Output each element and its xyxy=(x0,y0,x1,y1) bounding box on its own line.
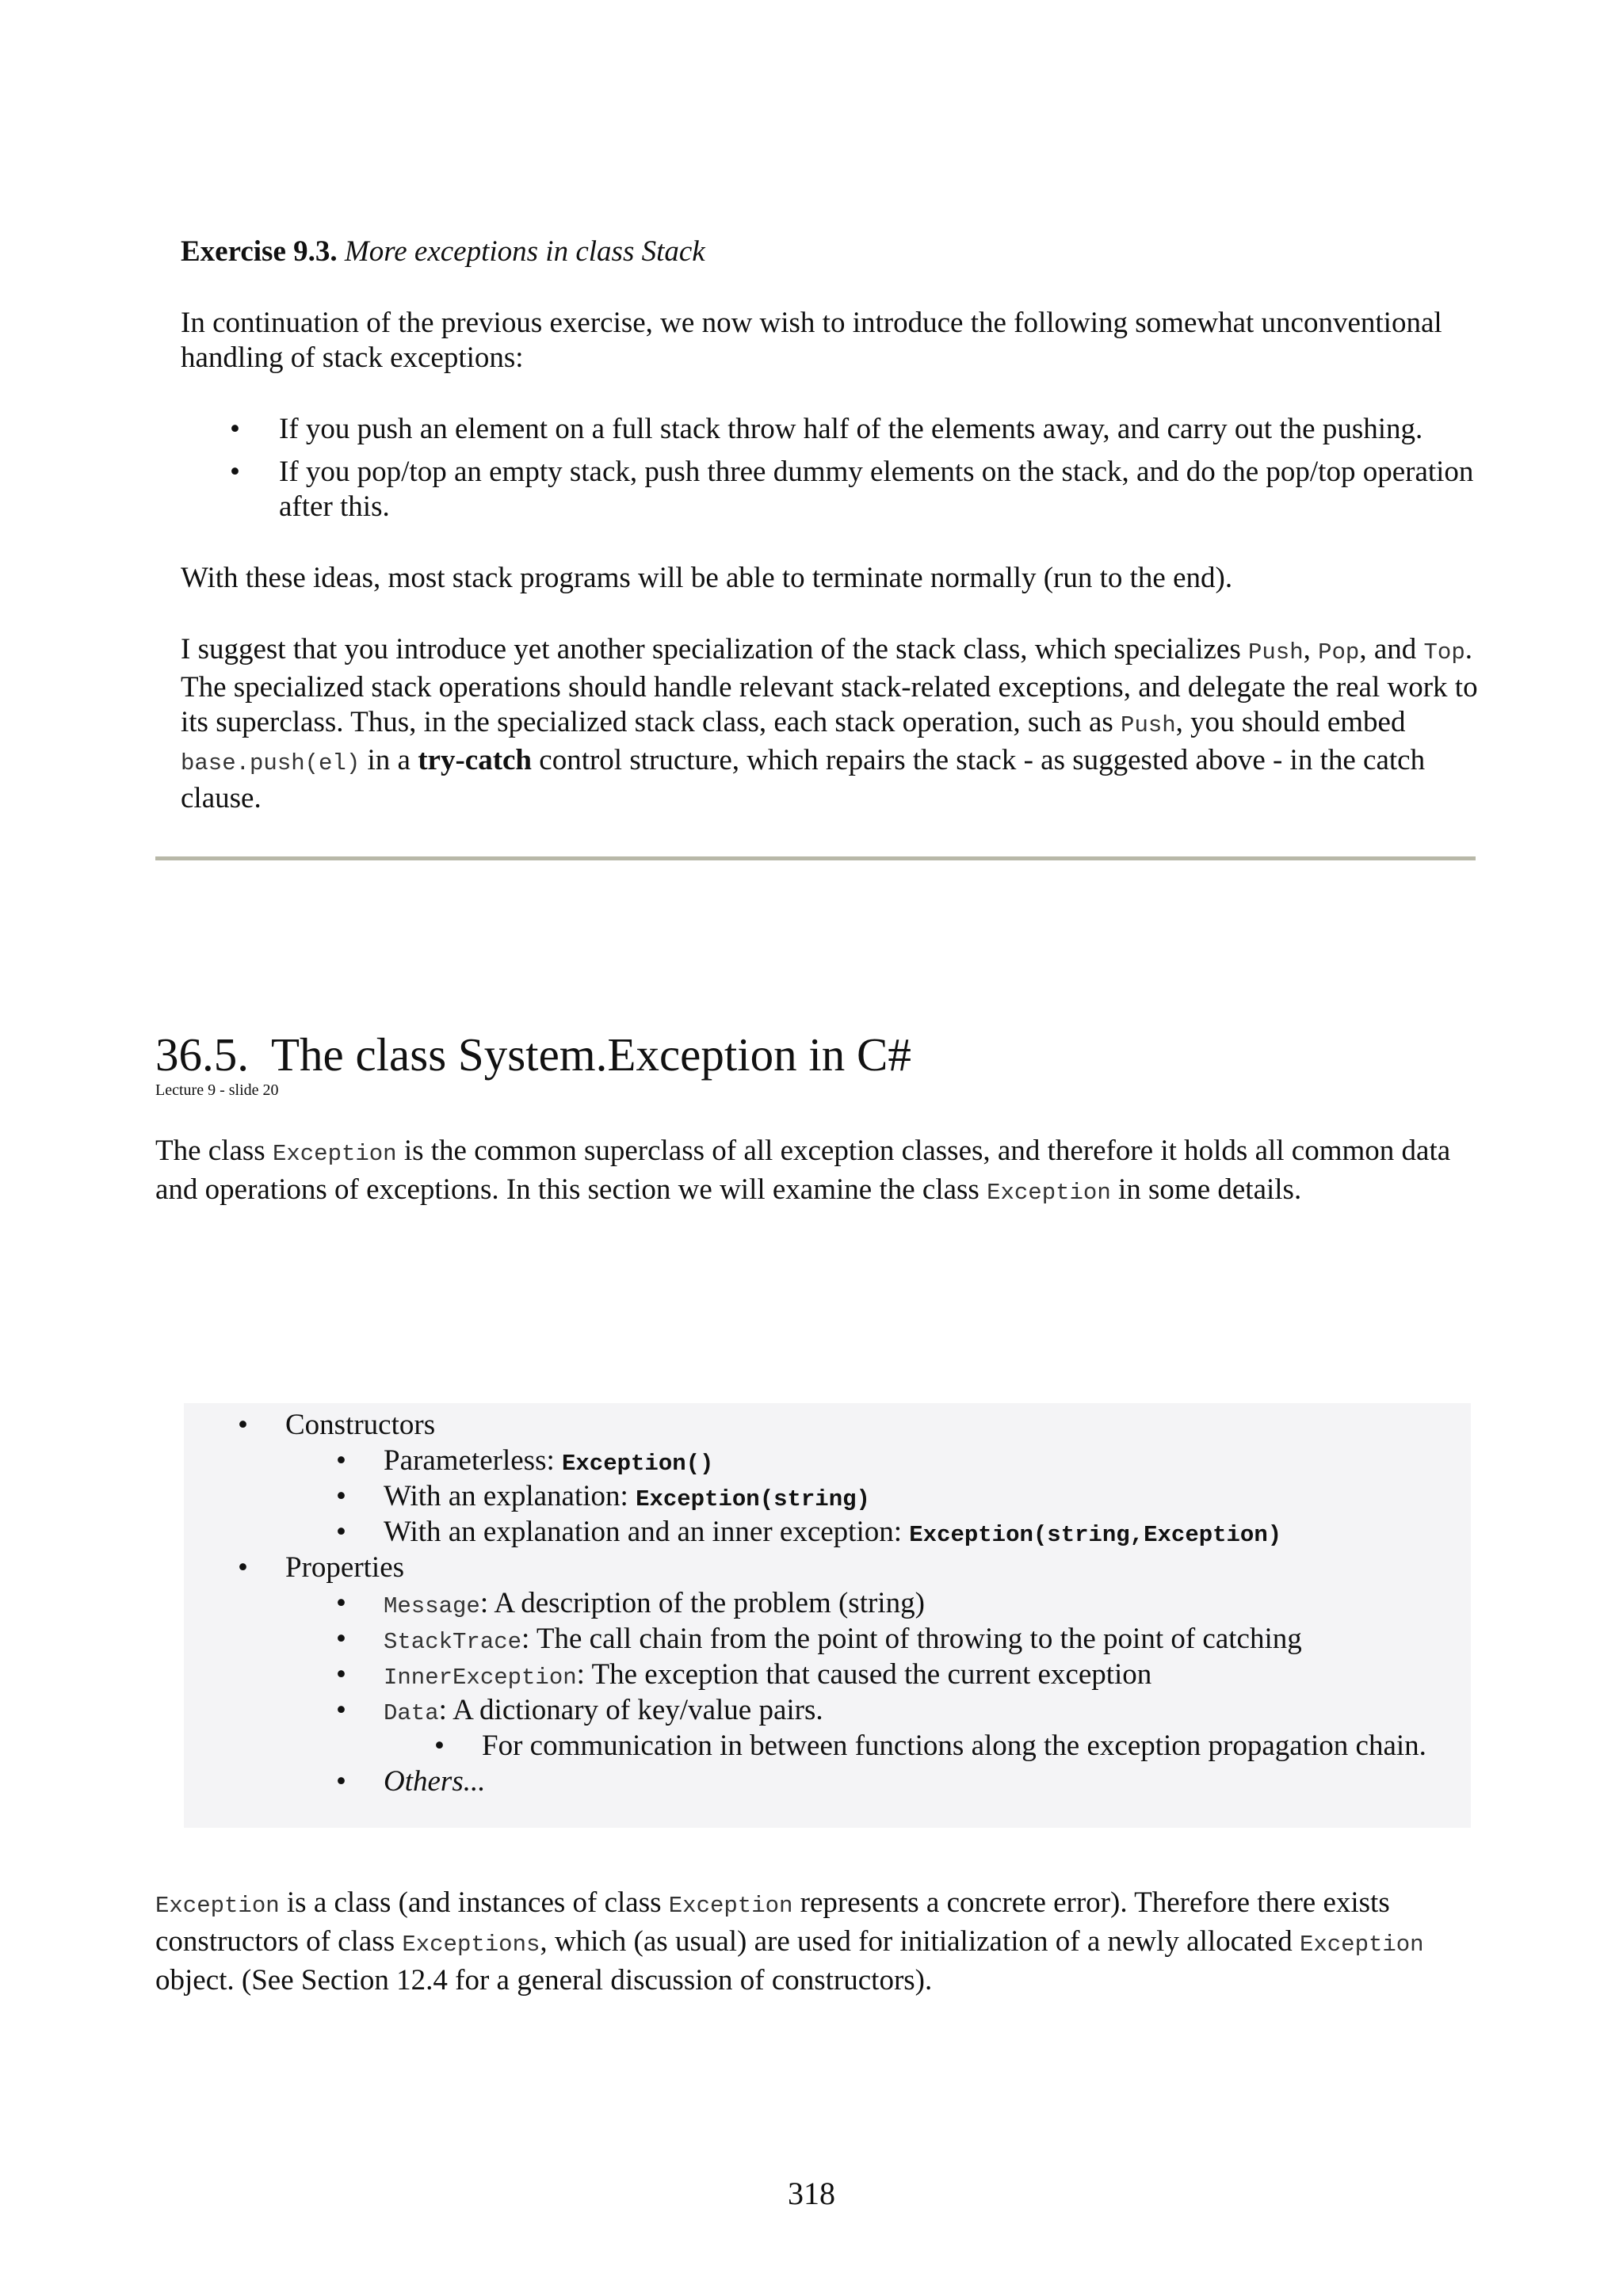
list-item-properties: • Properties xyxy=(238,1551,405,1584)
exercise-title: Exercise 9.3. xyxy=(181,235,338,268)
page-number: 318 xyxy=(788,2176,835,2211)
list-item-property: • Message: A description of the problem (string) xyxy=(336,1587,925,1619)
section-intro: The class Exception is the common superclass of all exception classes, and therefore it holds all common data and operations of exceptions. In this section we will examine the class Exception in some details. xyxy=(155,1135,1451,1206)
exercise-bullet-list xyxy=(181,412,1480,524)
section-title-text: The class System.Exception in C# xyxy=(271,1028,911,1081)
list-item-ctor: • With an explanation and an inner exception: Exception(string,Exception) xyxy=(336,1516,1282,1548)
list-item-constructors: • Constructors xyxy=(238,1409,436,1441)
exercise-subtitle: More exceptions in class Stack xyxy=(344,235,705,268)
exercise-heading xyxy=(181,235,1480,269)
exercise-bullet: • If you pop/top an empty stack, push three dummy elements on the stack, and do the pop/top operation after this. xyxy=(230,456,1474,523)
list-item-property: • StackTrace: The call chain from the point of throwing to the point of catching xyxy=(336,1623,1302,1655)
exercise-bullet: • If you push an element on a full stack throw half of the elements away, and carry out the pushing. xyxy=(230,413,1423,445)
exercise-block xyxy=(181,235,1480,816)
exception-summary-list xyxy=(238,1407,1482,1799)
closing-paragraph: Exception is a class (and instances of class Exception represents a concrete error). Therefore there exists constructors of class Exceptions, which (as usual) are used for initialization of a newly allocated Exception object. (See Section 12.4 for a general discussion of constructors). xyxy=(155,1886,1424,1997)
section-title xyxy=(155,1027,911,1082)
section-divider xyxy=(155,856,1476,860)
exercise-paragraph-3: I suggest that you introduce yet another specialization of the stack class, which specializes Push, Pop, and Top. The specialized stack operations should handle relevant stack-related exceptions, and delegate the real work to its superclass. Thus, in the specialized stack class, each stack operation, such as Push, you should embed base.push(el) in a try-catch control structure, which repairs the stack - as suggested above - in the catch clause. xyxy=(181,633,1478,814)
list-item-others: • Others... xyxy=(336,1765,486,1798)
slide-reference: Lecture 9 - slide 20 xyxy=(155,1081,279,1099)
list-item-property: • InnerException: The exception that caused the current exception xyxy=(336,1658,1152,1691)
exercise-paragraph-2: With these ideas, most stack programs will be able to terminate normally (run to the end). xyxy=(181,562,1233,594)
list-item-ctor: • Parameterless: Exception() xyxy=(336,1444,714,1477)
list-item-ctor: • With an explanation: Exception(string) xyxy=(336,1480,870,1512)
list-item-subproperty: • For communication in between functions along the exception propagation chain. xyxy=(434,1730,1426,1762)
exercise-intro: In continuation of the previous exercise, we now wish to introduce the following somewhat unconventional handling of stack exceptions: xyxy=(181,307,1442,374)
section-number: 36.5. xyxy=(155,1028,249,1081)
list-item-property: • Data: A dictionary of key/value pairs. xyxy=(336,1694,823,1726)
